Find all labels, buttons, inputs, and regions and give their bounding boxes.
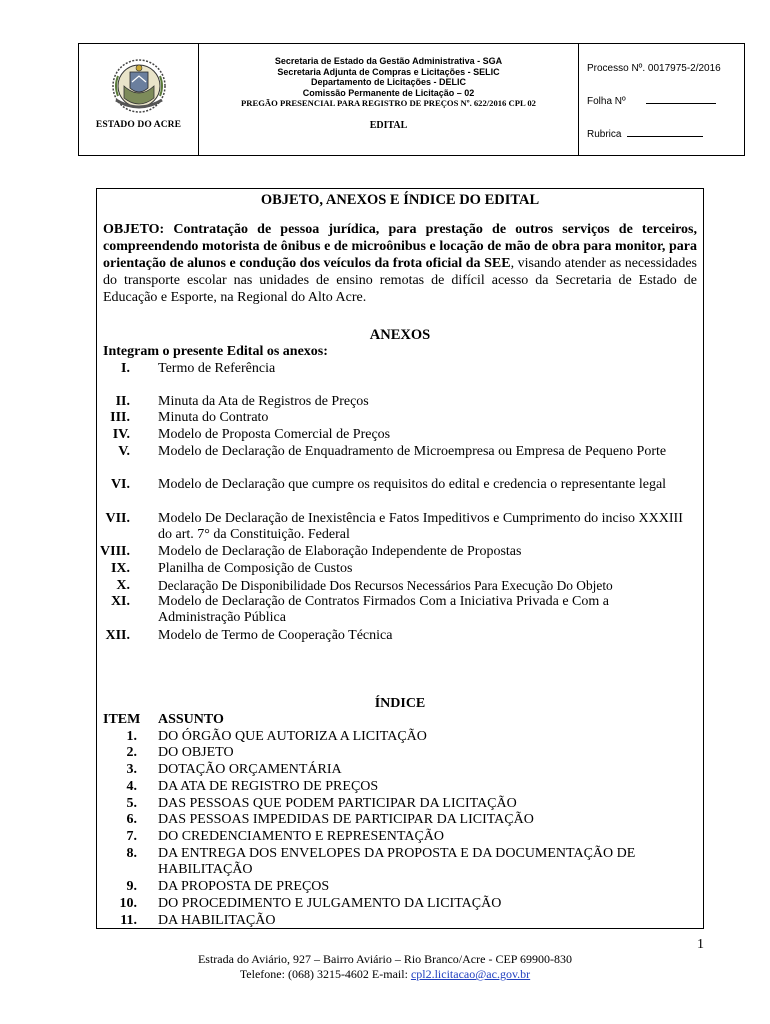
anexo-number: XII. — [105, 628, 130, 643]
objeto-paragraph — [103, 221, 697, 306]
anexo-text: Modelo de Declaração que cumpre os requisitos do edital e credencia o representante legal — [158, 477, 667, 492]
indice-title: ÍNDICE — [374, 696, 426, 711]
rubrica-label: Rubrica — [587, 129, 622, 140]
page-footer — [0, 952, 770, 982]
indice-number: 5. — [126, 796, 137, 811]
anexo-text: Termo de Referência — [158, 361, 276, 376]
indice-text: DO CREDENCIAMENTO E REPRESENTAÇÃO — [158, 829, 445, 844]
rubrica-blank-line — [627, 135, 703, 137]
folha-blank-line — [646, 102, 716, 104]
indice-col-item: ITEM — [103, 712, 141, 727]
header-logo-cell — [79, 44, 199, 155]
indice-number: 3. — [126, 762, 137, 777]
indice-text: DOTAÇÃO ORÇAMENTÁRIA — [158, 762, 342, 777]
header-edital: EDITAL — [369, 119, 408, 131]
anexo-text: Modelo de Declaração de Contratos Firmados Com a Iniciativa Privada e Com a Administração Pública — [158, 594, 609, 625]
indice-number: 9. — [126, 879, 137, 894]
anexo-text: Declaração De Disponibilidade Dos Recursos Necessários Para Execução Do Objeto — [158, 578, 613, 593]
folha-label: Folha Nº — [587, 96, 626, 107]
indice-text: DAS PESSOAS QUE PODEM PARTICIPAR DA LICITAÇÃO — [158, 796, 517, 811]
indice-number: 11. — [120, 913, 137, 928]
anexo-text: Minuta do Contrato — [158, 410, 269, 425]
indice-text: DA ENTREGA DOS ENVELOPES DA PROPOSTA E DA DOCUMENTAÇÃO DE HABILITAÇÃO — [158, 846, 636, 877]
indice-number: 7. — [126, 829, 137, 844]
document-header — [78, 43, 745, 156]
anexo-text: Modelo De Declaração de Inexistência e Fatos Impeditivos e Cumprimento do inciso XXXIII do art. 7° da Constituição. Federal — [158, 511, 683, 542]
header-line-delic: Departamento de Licitações - DELIC — [310, 77, 467, 88]
indice-text: DO ÓRGÃO QUE AUTORIZA A LICITAÇÃO — [158, 729, 427, 744]
footer-contact — [0, 967, 770, 982]
anexo-number: V. — [118, 444, 130, 459]
indice-number: 4. — [126, 779, 137, 794]
anexo-text: Modelo de Proposta Comercial de Preços — [158, 427, 391, 442]
indice-text: DO PROCEDIMENTO E JULGAMENTO DA LICITAÇÃO — [158, 896, 502, 911]
indice-text: DA HABILITAÇÃO — [158, 913, 276, 928]
indice-text: DA PROPOSTA DE PREÇOS — [158, 879, 330, 894]
anexo-text: Planilha de Composição de Custos — [158, 561, 353, 576]
footer-phone: Telefone: (068) 3215-4602 E-mail: — [239, 967, 408, 981]
anexo-text: Minuta da Ata de Registros de Preços — [158, 394, 369, 409]
anexo-text: Modelo de Declaração de Elaboração Independente de Propostas — [158, 544, 522, 559]
indice-number: 1. — [126, 729, 137, 744]
anexo-text: Modelo de Termo de Cooperação Técnica — [158, 628, 393, 643]
indice-number: 2. — [126, 745, 137, 760]
anexo-number: I. — [121, 361, 130, 376]
indice-col-assunto: ASSUNTO — [158, 712, 224, 727]
processo-number: Processo Nº. 0017975-2/2016 — [587, 63, 721, 74]
state-coat-of-arms-icon — [110, 56, 168, 118]
folha-field — [587, 96, 744, 129]
indice-text: DAS PESSOAS IMPEDIDAS DE PARTICIPAR DA LICITAÇÃO — [158, 812, 534, 827]
footer-email-link[interactable]: cpl2.licitacao@ac.gov.br — [410, 967, 531, 981]
anexo-number: X. — [116, 578, 130, 593]
indice-text: DA ATA DE REGISTRO DE PREÇOS — [158, 779, 379, 794]
indice-number: 8. — [126, 846, 137, 861]
anexos-title: ANEXOS — [369, 327, 431, 343]
state-name: ESTADO DO ACRE — [95, 120, 182, 130]
header-line-sga: Secretaria de Estado da Gestão Administrativa - SGA — [274, 56, 503, 66]
page-number: 1 — [697, 937, 704, 952]
header-line-cpl: Comissão Permanente de Licitação – 02 — [302, 87, 475, 98]
header-institution-cell — [199, 44, 579, 155]
anexos-intro: Integram o presente Edital os anexos: — [103, 344, 328, 359]
footer-address: Estrada do Aviário, 927 – Bairro Aviário – Rio Branco/Acre - CEP 69900-830 — [197, 952, 573, 966]
header-process-cell — [579, 44, 744, 155]
anexo-number: VI. — [110, 477, 130, 492]
header-pregao: PREGÃO PRESENCIAL PARA REGISTRO DE PREÇOS Nº. 622/2016 CPL 02 — [241, 98, 536, 109]
anexo-number: II. — [115, 394, 130, 409]
anexo-number: III. — [110, 410, 130, 425]
anexo-number: IV. — [112, 427, 130, 442]
indice-number: 6. — [126, 812, 137, 827]
objeto-rest-text: , visando atender as necessidades do transporte escolar nas unidades de ensino remotas de difícil acesso da Secretaria de Estado de Educação e Esporte, na Regional do Alto Acre. — [103, 256, 697, 305]
anexo-number: IX. — [110, 561, 130, 576]
indice-number: 10. — [119, 896, 137, 911]
anexo-number: VIII. — [100, 544, 130, 559]
anexo-text: Modelo de Declaração de Enquadramento de Microempresa ou Empresa de Pequeno Porte — [158, 444, 667, 459]
anexo-number: XI. — [110, 594, 130, 609]
rubrica-field — [587, 129, 744, 162]
edital-content-box — [96, 188, 704, 929]
anexo-number: VII. — [105, 511, 130, 526]
objeto-section-title: OBJETO, ANEXOS E ÍNDICE DO EDITAL — [260, 192, 540, 208]
objeto-bold-text: OBJETO: Contratação de pessoa jurídica, para prestação de outros serviços de terceiros, compreendendo motorista de ônibus e de microônibus e locação de mão de obra para monitor, para orientação de alunos e condução dos veículos da frota oficial da SEE — [103, 222, 697, 271]
indice-text: DO OBJETO — [158, 745, 234, 760]
header-line-selic: Secretaria Adjunta de Compras e Licitações - SELIC — [277, 66, 500, 77]
